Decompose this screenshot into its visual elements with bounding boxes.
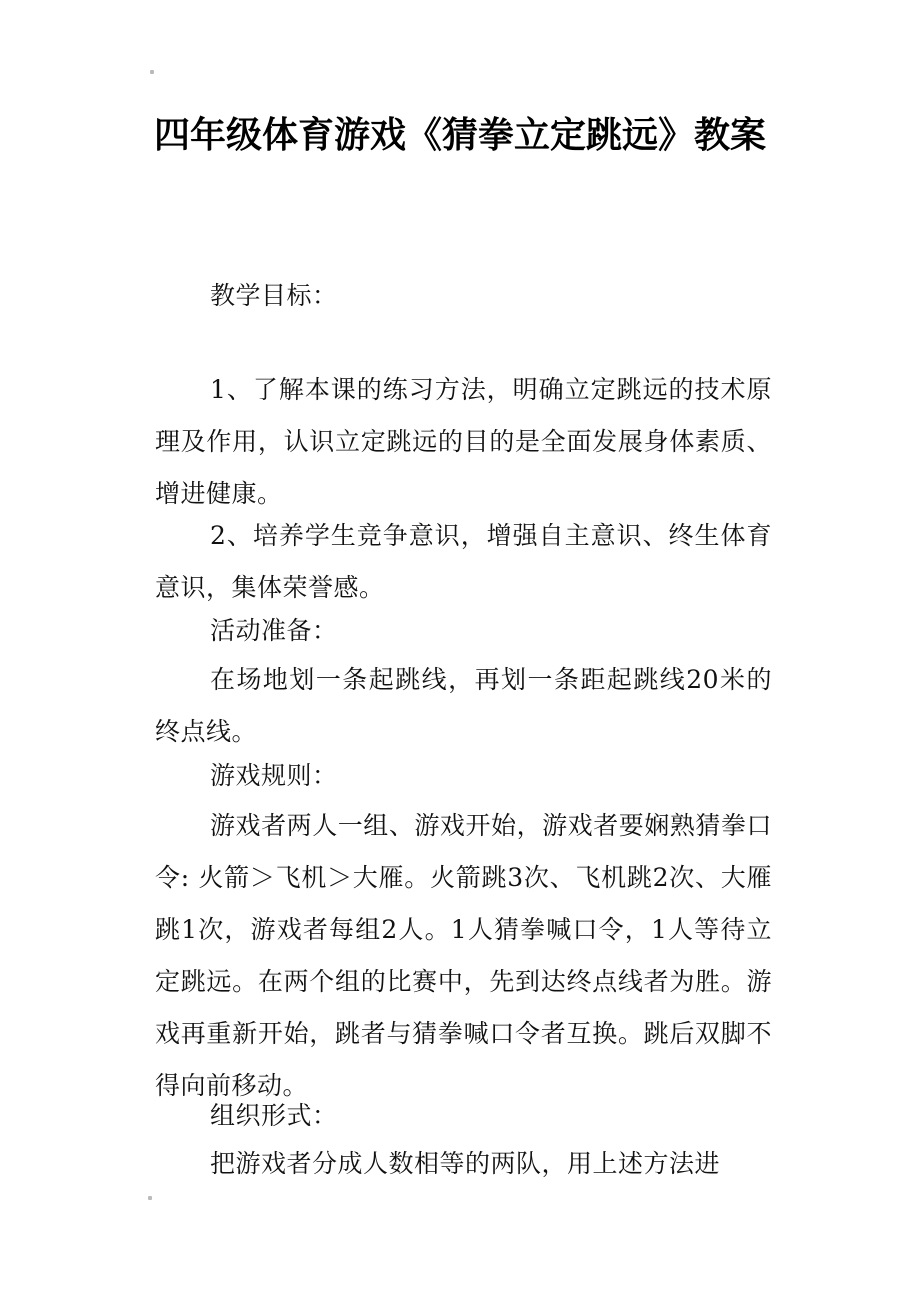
heading-organization: 组织形式： — [210, 1101, 338, 1130]
preparation-paragraph: 在场地划一条起跳线，再划一条距起跳线20米的终点线。 — [155, 665, 772, 746]
heading-rules: 游戏规则： — [210, 761, 338, 790]
goal-paragraph-1: 1、了解本课的练习方法，明确立定跳远的技术原理及作用，认识立定跳远的目的是全面发展身体素质、增进健康。 — [155, 375, 772, 508]
corner-mark-bottom — [148, 1196, 152, 1200]
goal-paragraph-2: 2、培养学生竞争意识，增强自主意识、终生体育意识，集体荣誉感。 — [155, 521, 772, 602]
organization-paragraph: 把游戏者分成人数相等的两队，用上述方法进 — [210, 1149, 721, 1178]
rules-paragraph: 游戏者两人一组、游戏开始，游戏者要娴熟猜拳口令: 火箭＞飞机＞大雁。火箭跳3次、飞机跳2次、大雁跳1次，游戏者每组2人。1人猜拳喊口令，1人等待立定跳远。在两个组的比赛中，先到达终点线者为胜。游戏再重新开始，跳者与猜拳喊口令者互换。跳后双脚不得向前移动。 — [155, 811, 772, 1100]
corner-mark-top — [150, 70, 154, 74]
heading-teaching-goals: 教学目标： — [210, 281, 338, 310]
heading-preparation: 活动准备： — [210, 616, 338, 645]
document-title: 四年级体育游戏《猜拳立定跳远》教案 — [153, 115, 766, 156]
